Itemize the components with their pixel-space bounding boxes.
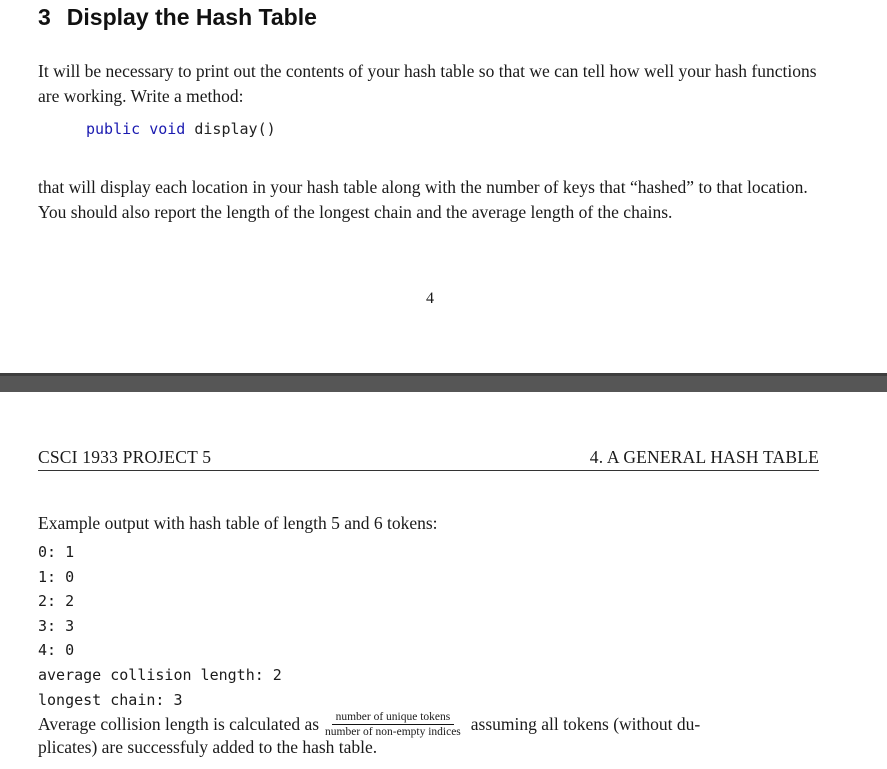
explanation-line-1 [38,711,700,738]
output-line: 0: 1 [38,543,75,561]
code-keyword-public: public [86,120,141,138]
page-separator-edge [0,373,887,376]
description-paragraph: that will display each location in your hash table along with the number of keys that “hashed” to that location. You should also report the length of the longest chain and the average length of the chains. [38,177,808,222]
section-heading [38,4,317,31]
fraction-numerator: number of unique tokens [332,711,455,725]
section-title: Display the Hash Table [66,4,317,30]
output-line: 3: 3 [38,616,75,635]
explanation-line-2: plicates) are successfuly added to the hash table. [38,737,378,757]
running-head-left: CSCI 1933 PROJECT 5 [38,447,212,467]
output-line: 2: 2 [38,592,75,611]
output-line: average collision length: 2 [38,665,282,684]
output-line: longest chain: 3 [38,690,183,709]
section-number: 3 [38,4,51,30]
method-signature [86,120,276,138]
page-number: 4 [426,290,434,307]
output-line: 1: 0 [38,567,75,586]
output-line: 4: 0 [38,641,75,660]
intro-paragraph: It will be necessary to print out the contents of your hash table so that we can tell how well your hash functions are working. Write a method: [38,61,817,106]
example-output [38,540,282,712]
code-keyword-void: void [149,120,186,138]
fraction-denominator: number of non-empty indices [325,726,461,738]
upper-page [0,0,887,373]
example-intro: Example output with hash table of length 5 and 6 tokens: [38,513,438,533]
explanation-prefix: Average collision length is calculated as [38,714,320,734]
explanation-suffix: assuming all tokens (without du- [470,714,701,734]
header-rule [38,470,819,471]
formula-fraction [325,711,461,738]
running-head-right: 4. A GENERAL HASH TABLE [589,447,819,467]
code-method-name: display() [194,120,276,138]
